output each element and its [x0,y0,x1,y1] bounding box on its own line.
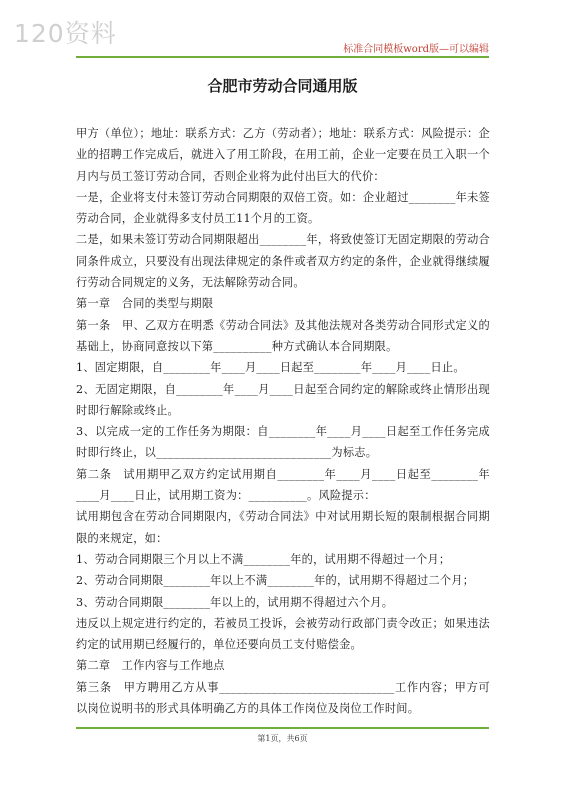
page-number: 第1页，共6页 [257,734,308,743]
paragraph: 2、劳动合同期限________年以上不满________年的，试用期不得超过二个月； [76,574,475,588]
paragraph: 2、无固定期限，自________年____月____日起至合同约定的解除或终止情形出现时即行解除或终止。 [76,382,490,417]
paragraph: 违反以上规定进行约定的，若被员工投诉，会被劳动行政部门责令改正；如果违法约定的试用期已经履行的，单位还要向员工支付赔偿金。 [76,616,490,652]
paragraph: 3、以完成一定的工作任务为期限：自________年____月____日起至工作任务完成时即行终止，以______________________________为标志。 [76,425,490,460]
paragraph: 1、固定期限，自________年____月____日起至________年____月____日止。 [76,361,465,375]
watermark-logo: 120资料 [14,19,117,48]
paragraph: 1、劳动合同期限三个月以上不满________年的，试用期不得超过一个月； [76,552,451,566]
paragraph: 甲方（单位）；地址：联系方式：乙方（劳动者）；地址：联系方式：风险提示：企业的招聘工作完成后，就进入了用工阶段，在用工前，企业一定要在员工入职一个月内与员工签订劳动合同，否则企业将为此付出巨大的代价： [76,127,490,183]
paragraph: 二是，如果未签订劳动合同期限超出________年，将致使签订无固定期限的劳动合同条件成立，只要没有出现法律规定的条件或者双方约定的条件，企业就得继续履行劳动合同规定的义务，无法解除劳动合同。 [76,233,490,290]
paragraph: 第三条 甲方聘用乙方从事______________________________工作内容；甲方可以岗位说明书的形式具体明确乙方的具体工作岗位及岗位工作时间。 [76,680,490,716]
paragraph: 试用期包含在劳动合同期限内，《劳动合同法》中对试用期长短的限制根据合同期限的来规定，如： [76,510,490,545]
chapter-heading: 第一章 合同的类型与期限 [76,297,214,311]
header-note: 标准合同模板word版—可以编辑 [343,44,489,55]
paragraph: 第二条 试用期甲乙双方约定试用期自________年____月____日起至________年____月____日止，试用期工资为：__________。风险提示： [76,467,490,503]
footer-divider [76,727,489,729]
paragraph: 一是，企业将支付未签订劳动合同期限的双倍工资。如：企业超过________年未签劳动合同，企业就得多支付员工11个月的工资。 [76,190,490,226]
header-divider [76,56,489,58]
paragraph: 3、劳动合同期限________年以上的，试用期不得超过六个月。 [76,595,394,609]
chapter-heading: 第二章 工作内容与工作地点 [76,659,225,673]
document-body [76,123,490,719]
paragraph: 第一条 甲、乙双方在明悉《劳动合同法》及其他法规对各类劳动合同形式定义的基础上，协商同意按以下第__________种方式确认本合同期限。 [76,318,490,353]
document-title: 合肥市劳动合同通用版 [207,77,358,95]
